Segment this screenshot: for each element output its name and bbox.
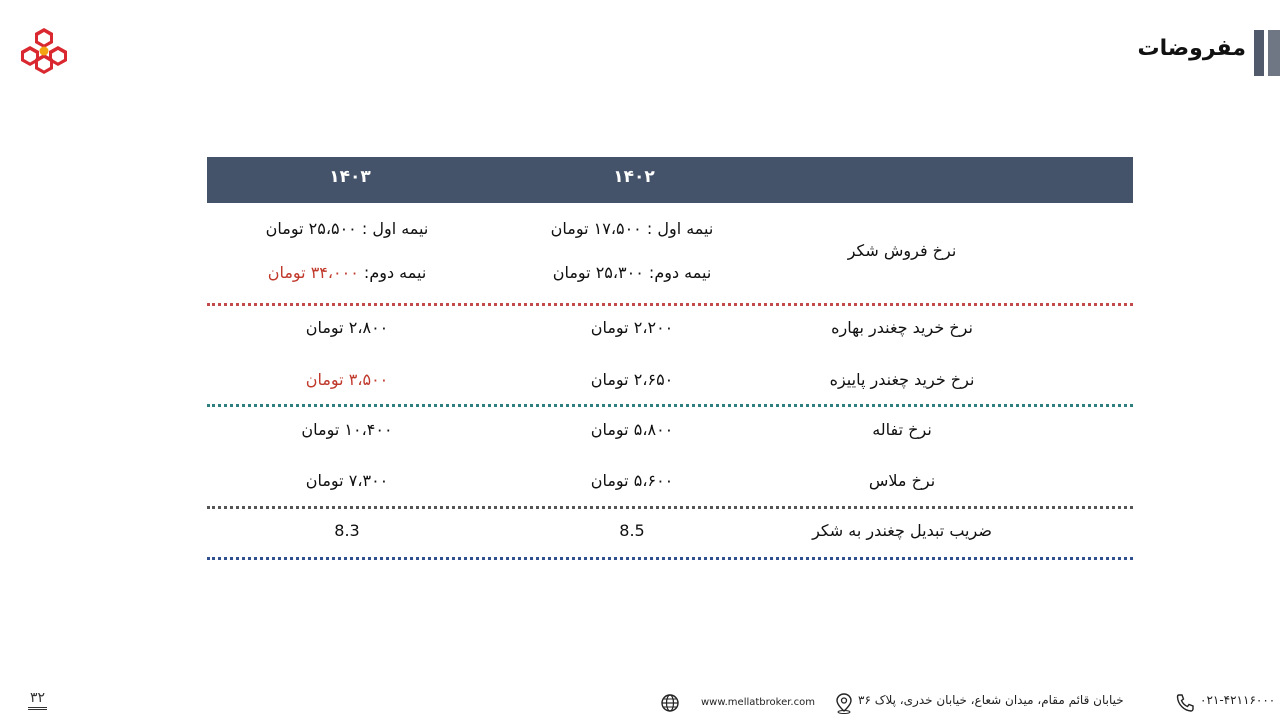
website-link[interactable]: www.mellatbroker.com bbox=[701, 697, 815, 708]
sugar-price-1403-second-half-label: نیمه دوم: bbox=[358, 263, 427, 282]
globe-icon bbox=[660, 693, 680, 713]
molasses-1403: ۷،۳۰۰ تومان bbox=[305, 471, 389, 490]
column-header-1402: ۱۴۰۲ bbox=[613, 167, 655, 187]
pulp-1402: ۵،۸۰۰ تومان bbox=[590, 420, 674, 439]
row-divider bbox=[207, 506, 1133, 509]
conversion-1402: 8.5 bbox=[619, 521, 645, 540]
sugar-price-1403-second-half-value: ۳۴،۰۰۰ تومان bbox=[267, 263, 359, 282]
assumptions-table bbox=[207, 157, 1133, 567]
address-text: خیابان قائم مقام، میدان شعاع، خیابان خدری، پلاک ۳۶ bbox=[858, 693, 1124, 707]
conversion-1403: 8.3 bbox=[334, 521, 360, 540]
row-divider bbox=[207, 404, 1133, 407]
page-title: مفروضات bbox=[1137, 36, 1246, 61]
row-label-autumn-beet: نرخ خرید چغندر پاییزه bbox=[829, 370, 975, 389]
location-pin-icon bbox=[834, 692, 854, 714]
spring-beet-1402: ۲،۲۰۰ تومان bbox=[590, 318, 674, 337]
row-divider bbox=[207, 303, 1133, 306]
phone-icon bbox=[1174, 692, 1196, 714]
phone-number: ۰۲۱-۴۲۱۱۶۰۰۰ bbox=[1200, 693, 1276, 707]
sugar-price-1402-first-half: نیمه اول : ۱۷،۵۰۰ تومان bbox=[550, 219, 714, 238]
autumn-beet-1402: ۲،۶۵۰ تومان bbox=[590, 370, 674, 389]
table-header bbox=[207, 157, 1133, 203]
autumn-beet-1403: ۳،۵۰۰ تومان bbox=[305, 370, 389, 389]
sugar-price-1402-second-half: نیمه دوم: ۲۵،۳۰۰ تومان bbox=[552, 263, 712, 282]
page-number: ۳۲ bbox=[28, 690, 47, 710]
spring-beet-1403: ۲،۸۰۰ تومان bbox=[305, 318, 389, 337]
row-label-sugar-price: نرخ فروش شکر bbox=[847, 241, 957, 260]
title-accent-bar bbox=[1254, 30, 1280, 76]
row-divider bbox=[207, 557, 1133, 560]
row-label-spring-beet: نرخ خرید چغندر بهاره bbox=[831, 318, 973, 337]
row-label-molasses: نرخ ملاس bbox=[868, 471, 936, 490]
company-logo-icon bbox=[20, 26, 68, 76]
molasses-1402: ۵،۶۰۰ تومان bbox=[590, 471, 674, 490]
sugar-price-1403-first-half: نیمه اول : ۲۵،۵۰۰ تومان bbox=[265, 219, 429, 238]
pulp-1403: ۱۰،۴۰۰ تومان bbox=[301, 420, 393, 439]
sugar-price-1403-second-half bbox=[207, 263, 487, 282]
row-label-pulp: نرخ تفاله bbox=[872, 420, 932, 439]
column-header-1403: ۱۴۰۳ bbox=[329, 167, 371, 187]
row-label-conversion: ضریب تبدیل چغندر به شکر bbox=[812, 521, 992, 540]
